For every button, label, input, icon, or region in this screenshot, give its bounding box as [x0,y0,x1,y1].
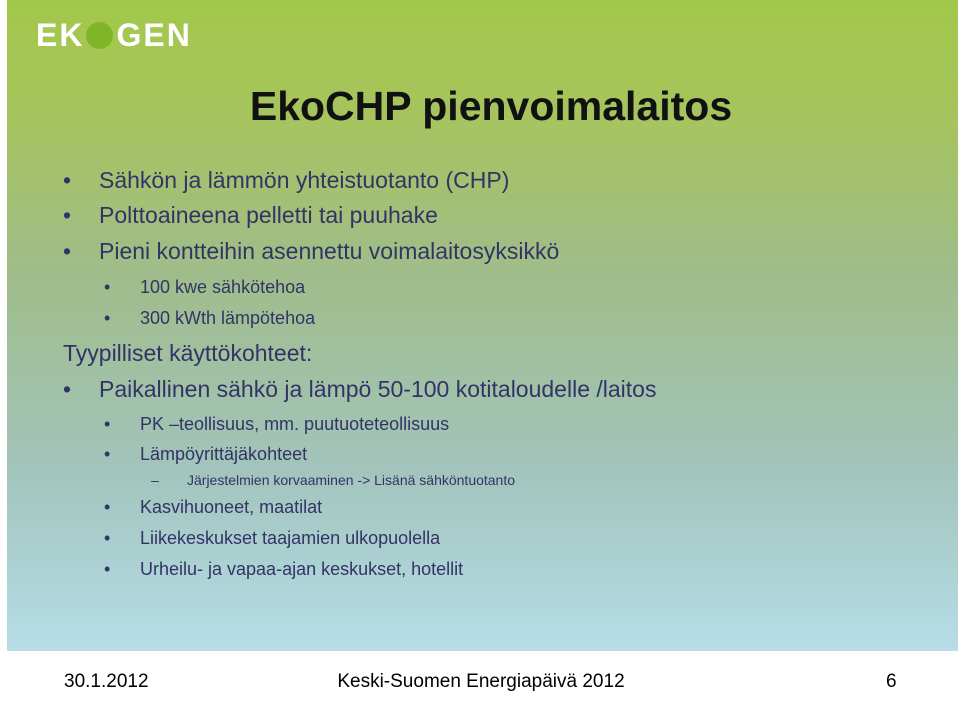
bullet-text: Kasvihuoneet, maatilat [140,497,323,517]
bullet-dot-icon: • [63,202,72,228]
bullet-item [63,376,657,402]
sub-sub-bullet-item [151,472,516,488]
bullet-dot-icon: • [104,414,111,434]
logo-text-end: GEN [116,16,192,53]
bullet-dot-icon: • [104,559,111,579]
bullet-dot-icon: • [104,308,111,328]
bullet-text: Paikallinen sähkö ja lämpö 50-100 kotitaloudelle /laitos [99,376,657,402]
slide-title: EkoCHP pienvoimalaitos [249,83,733,129]
footer-page-number: 6 [886,671,897,692]
sub-bullet-item [104,497,323,517]
footer-date: 30.1.2012 [64,671,149,692]
sub-bullet-item [104,414,450,434]
sub-bullet-item [104,277,306,297]
bullet-text: Pieni kontteihin asennettu voimalaitosyksikkö [99,238,560,264]
footer-event: Keski-Suomen Energiapäivä 2012 [337,671,625,692]
bullet-dot-icon: • [104,497,111,517]
bullet-text: Sähkön ja lämmön yhteistuotanto (CHP) [99,167,510,193]
bullet-dot-icon: • [104,277,111,297]
bullet-dot-icon: • [63,167,72,193]
bullet-dash-icon: – [151,472,159,488]
bullet-dot-icon: • [104,528,111,548]
bullet-item [63,238,560,264]
bullet-text: Liikekeskukset taajamien ulkopuolella [140,528,441,548]
bullet-text: Lämpöyrittäjäkohteet [140,444,308,464]
bullet-item [63,202,438,228]
sub-bullet-item [104,528,441,548]
sub-bullet-item [104,559,464,579]
bullet-dot-icon: • [104,444,111,464]
ekogen-logo [36,18,192,52]
logo-text-start: EK [36,16,85,53]
logo-dot-icon [86,22,113,49]
bullet-item [63,167,510,193]
bullet-text: 100 kwe sähkötehoa [140,277,306,297]
bullet-dot-icon: • [63,238,72,264]
bullet-text: Polttoaineena pelletti tai puuhake [99,202,438,228]
bullet-text: Järjestelmien korvaaminen -> Lisänä sähköntuotanto [187,472,516,488]
bullet-text: Urheilu- ja vapaa-ajan keskukset, hotellit [140,559,464,579]
bullet-dot-icon: • [63,376,72,402]
sub-bullet-item [104,444,308,464]
sub-bullet-item [104,308,316,328]
bullet-text: PK –teollisuus, mm. puutuoteteollisuus [140,414,450,434]
bullet-text: 300 kWth lämpötehoa [140,308,316,328]
section-heading: Tyypilliset käyttökohteet: [63,340,313,366]
